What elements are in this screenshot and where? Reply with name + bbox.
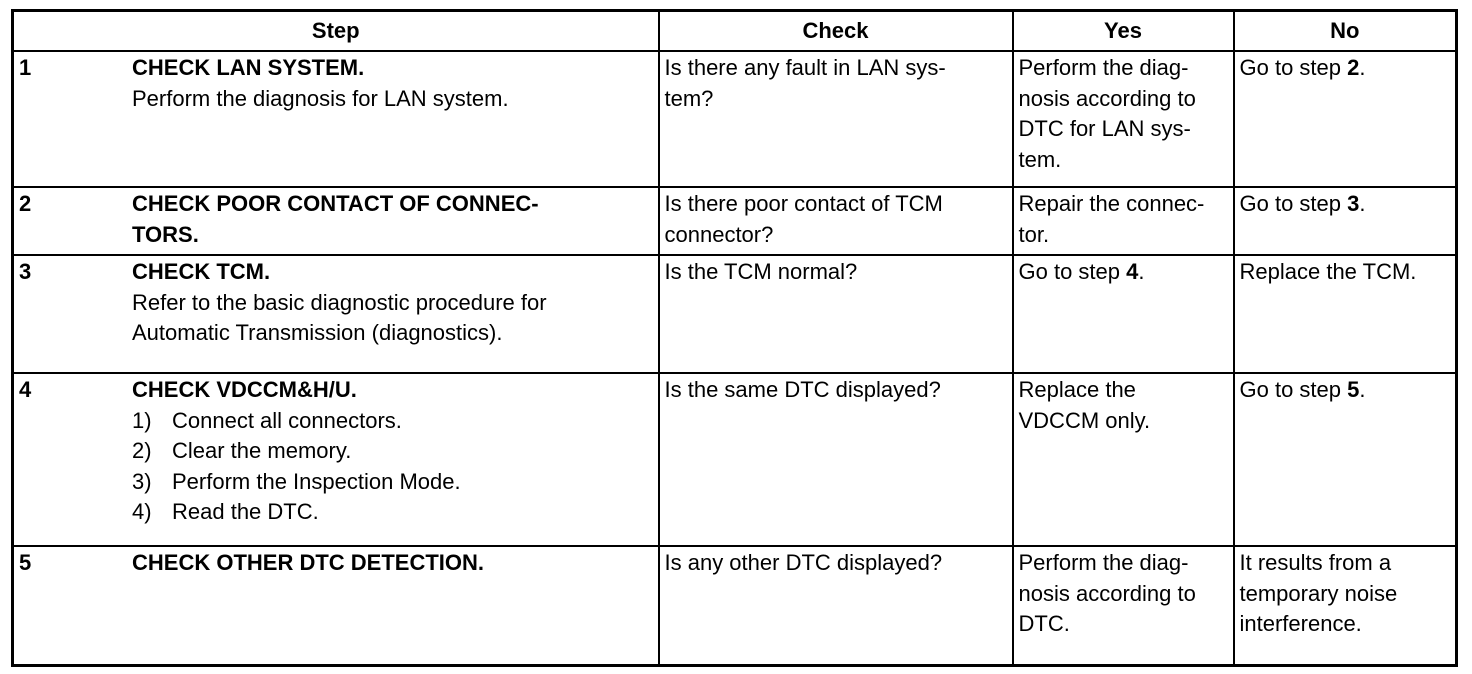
substep-text: Perform the Inspection Mode. xyxy=(172,468,461,494)
step-title: CHECK LAN SYSTEM. xyxy=(132,55,365,80)
step-title: CHECK TCM. xyxy=(132,259,271,284)
check-cell xyxy=(659,373,1013,546)
no-cell xyxy=(1234,187,1457,255)
yes-cell xyxy=(1013,546,1234,666)
step-description: Refer to the basic diagnostic procedure for Automatic Transmission (diagnostics). xyxy=(132,289,547,345)
no-prefix: Go to step xyxy=(1239,377,1348,402)
no-cell xyxy=(1234,51,1457,187)
no-prefix: Go to step xyxy=(1239,191,1348,216)
no-prefix: Go to step xyxy=(1239,55,1348,80)
check-cell xyxy=(659,51,1013,187)
substep-list xyxy=(132,406,653,528)
check-text: Is the TCM normal? xyxy=(664,259,858,284)
substep-text: Read the DTC. xyxy=(172,499,319,524)
header-no: No xyxy=(1234,11,1457,52)
step-number: 4 xyxy=(19,377,32,402)
no-text: It results from a temporary noise interference. xyxy=(1239,550,1398,636)
table-row xyxy=(13,546,1457,666)
check-cell xyxy=(659,255,1013,373)
yes-prefix: Go to step xyxy=(1018,259,1127,284)
yes-text: Perform the diag- nosis according to DTC. xyxy=(1018,550,1196,636)
step-title: CHECK POOR CONTACT OF CONNEC- TORS. xyxy=(132,191,539,247)
substep-index: 3) xyxy=(132,468,152,494)
no-cell xyxy=(1234,255,1457,373)
yes-suffix: . xyxy=(1138,259,1145,284)
header-yes: Yes xyxy=(1013,11,1234,52)
step-cell xyxy=(13,255,659,373)
list-item xyxy=(132,436,653,467)
no-suffix: . xyxy=(1359,191,1366,216)
table-row xyxy=(13,187,1457,255)
substep-index: 1) xyxy=(132,407,152,433)
substep-text: Connect all connectors. xyxy=(172,407,402,433)
yes-cell xyxy=(1013,373,1234,546)
no-cell xyxy=(1234,373,1457,546)
check-cell xyxy=(659,546,1013,666)
step-number: 5 xyxy=(19,550,32,575)
no-suffix: . xyxy=(1359,377,1366,402)
table-header-row xyxy=(13,11,1457,52)
table-row xyxy=(13,255,1457,373)
table-row xyxy=(13,373,1457,546)
substep-index: 4) xyxy=(132,499,152,524)
yes-cell xyxy=(1013,255,1234,373)
step-description: Perform the diagnosis for LAN system. xyxy=(132,85,509,111)
list-item xyxy=(132,467,653,498)
substep-text: Clear the memory. xyxy=(172,438,352,463)
step-title: CHECK OTHER DTC DETECTION. xyxy=(132,550,484,575)
no-suffix: . xyxy=(1359,55,1366,80)
no-step-ref: 2 xyxy=(1347,55,1360,80)
step-number: 2 xyxy=(19,191,32,216)
check-text: Is there poor contact of TCM connector? xyxy=(664,191,943,247)
no-step-ref: 5 xyxy=(1347,377,1360,402)
list-item xyxy=(132,406,653,437)
header-check: Check xyxy=(659,11,1013,52)
no-text: Replace the TCM. xyxy=(1239,259,1417,284)
yes-text: Replace the VDCCM only. xyxy=(1018,377,1151,433)
no-step-ref: 3 xyxy=(1347,191,1360,216)
diagnostic-procedure-table xyxy=(11,9,1458,667)
step-cell xyxy=(13,187,659,255)
step-title: CHECK VDCCM&H/U. xyxy=(132,377,357,402)
substep-index: 2) xyxy=(132,438,152,463)
yes-text: Repair the connec- tor. xyxy=(1018,191,1205,247)
yes-text: Perform the diag- nosis according to DTC for LAN sys- tem. xyxy=(1018,55,1196,172)
yes-cell xyxy=(1013,187,1234,255)
check-text: Is any other DTC displayed? xyxy=(664,550,943,575)
step-number: 1 xyxy=(19,55,32,80)
table-row xyxy=(13,51,1457,187)
step-cell xyxy=(13,546,659,666)
step-number: 3 xyxy=(19,259,32,284)
list-item xyxy=(132,497,653,528)
yes-cell xyxy=(1013,51,1234,187)
no-cell xyxy=(1234,546,1457,666)
step-cell xyxy=(13,373,659,546)
check-text: Is the same DTC displayed? xyxy=(664,377,941,402)
check-text: Is there any fault in LAN sys- tem? xyxy=(664,55,946,111)
yes-step-ref: 4 xyxy=(1126,259,1139,284)
header-step: Step xyxy=(13,11,659,52)
check-cell xyxy=(659,187,1013,255)
step-cell xyxy=(13,51,659,187)
